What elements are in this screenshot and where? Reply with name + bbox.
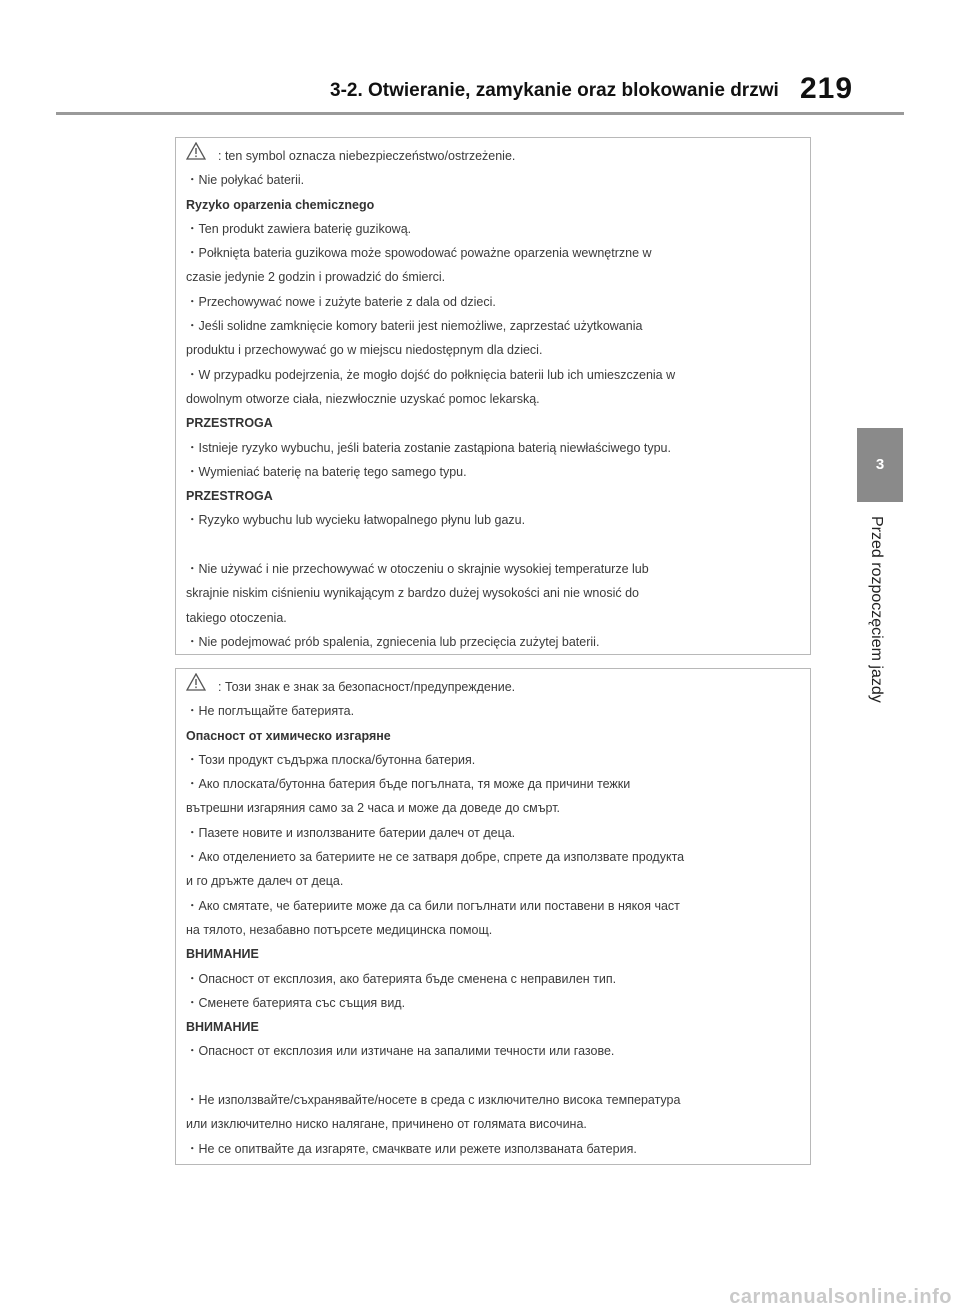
text-line: ・W przypadku podejrzenia, że mogło dojść do połknięcia baterii lub ich umieszczenia w [186, 367, 676, 382]
text-line: ・Połknięta bateria guzikowa może spowodować poważne oparzenia wewnętrzne w [186, 246, 652, 261]
text-line: на тялото, незабавно потърсете медицинска помощ. [186, 922, 493, 937]
warning-triangle-icon [186, 673, 206, 699]
text-line: produktu i przechowywać go w miejscu niedostępnym dla dzieci. [186, 343, 543, 358]
text-line: ・Сменете батерията със същия вид. [186, 995, 406, 1010]
text-line: ・Не използвайте/съхранявайте/носете в среда с изключително висока температура [186, 1093, 681, 1108]
text-line: ・Пазете новите и използваните батерии далеч от деца. [186, 825, 516, 840]
watermark: carmanualsonline.info [729, 1286, 952, 1308]
section-heading: Опасност от химическо изгаряне [186, 728, 391, 743]
text-line: ・Ако плоската/бутонна батерия бъде погълната, тя може да причини тежки [186, 777, 631, 792]
section-heading: PRZESTROGA [186, 416, 273, 431]
symbol-description: : Този знак е знак за безопасност/предупреждение. [218, 680, 516, 694]
chapter-side-label: Przed rozpoczęciem jazdy [868, 516, 885, 703]
text-line: ・Ryzyko wybuchu lub wycieku łatwopalnego płynu lub gazu. [186, 513, 526, 528]
text-line: и го дръжте далеч от деца. [186, 874, 344, 889]
warning-box-bulgarian [175, 668, 811, 1165]
header-divider [56, 112, 904, 115]
text-line: или изключително ниско налягане, причинено от голямата височина. [186, 1117, 587, 1132]
symbol-description: : ten symbol oznacza niebezpieczeństwo/ostrzeżenie. [218, 149, 516, 163]
page-number: 219 [800, 72, 854, 105]
text-line: ・Istnieje ryzyko wybuchu, jeśli bateria zostanie zastąpiona baterią niewłaściwego typu. [186, 440, 671, 455]
text-line: takiego otoczenia. [186, 610, 287, 625]
blank-line [186, 533, 800, 557]
text-line: ・Ten produkt zawiera baterię guzikową. [186, 221, 412, 236]
page-header-title: 3-2. Otwieranie, zamykanie oraz blokowanie drzwi [330, 80, 779, 101]
text-line: вътрешни изгаряния само за 2 часа и може да доведе до смърт. [186, 801, 561, 816]
text-line: ・Przechowywać nowe i zużyte baterie z dala od dzieci. [186, 294, 496, 309]
text-line: ・Jeśli solidne zamknięcie komory baterii jest niemożliwe, zaprzestać użytkowania [186, 319, 643, 334]
section-heading: Ryzyko oparzenia chemicznego [186, 197, 375, 212]
text-line: ・Nie podejmować prób spalenia, zgniecenia lub przecięcia zużytej baterii. [186, 634, 600, 649]
warning-box-polish [175, 137, 811, 655]
text-line: ・Nie połykać baterii. [186, 173, 305, 188]
text-line: ・Wymieniać baterię na baterię tego samego typu. [186, 464, 467, 479]
text-line: dowolnym otworze ciała, niezwłocznie uzyskać pomoc lekarską. [186, 391, 540, 406]
chapter-tab-number: 3 [875, 456, 885, 473]
text-line: ・Не поглъщайте батерията. [186, 704, 355, 719]
text-line: ・Nie używać i nie przechowywać w otoczeniu o skrajnie wysokiej temperaturze lub [186, 562, 649, 577]
text-line: ・Този продукт съдържа плоска/бутонна батерия. [186, 752, 476, 767]
section-heading: ВНИМАНИЕ [186, 947, 259, 962]
symbol-line [186, 144, 800, 168]
text-line: czasie jedynie 2 godzin i prowadzić do śmierci. [186, 270, 446, 285]
blank-line [186, 1064, 800, 1088]
text-line: skrajnie niskim ciśnieniu wynikającym z bardzo dużej wysokości ani nie wnosić do [186, 586, 639, 601]
text-line: ・Опасност от експлозия или изтичане на запалими течности или газове. [186, 1044, 615, 1059]
section-heading: PRZESTROGA [186, 489, 273, 504]
text-line: ・Ако смятате, че батериите може да са били погълнати или поставени в някоя част [186, 898, 680, 913]
text-line: ・Ако отделението за батериите не се затваря добре, спрете да използвате продукта [186, 850, 685, 865]
section-heading: ВНИМАНИЕ [186, 1020, 259, 1035]
warning-triangle-icon [186, 142, 206, 168]
symbol-line [186, 675, 800, 699]
chapter-tab [857, 428, 903, 502]
text-line: ・Не се опитвайте да изгаряте, смачквате или режете използваната батерия. [186, 1141, 637, 1156]
text-line: ・Опасност от експлозия, ако батерията бъде сменена с неправилен тип. [186, 971, 617, 986]
